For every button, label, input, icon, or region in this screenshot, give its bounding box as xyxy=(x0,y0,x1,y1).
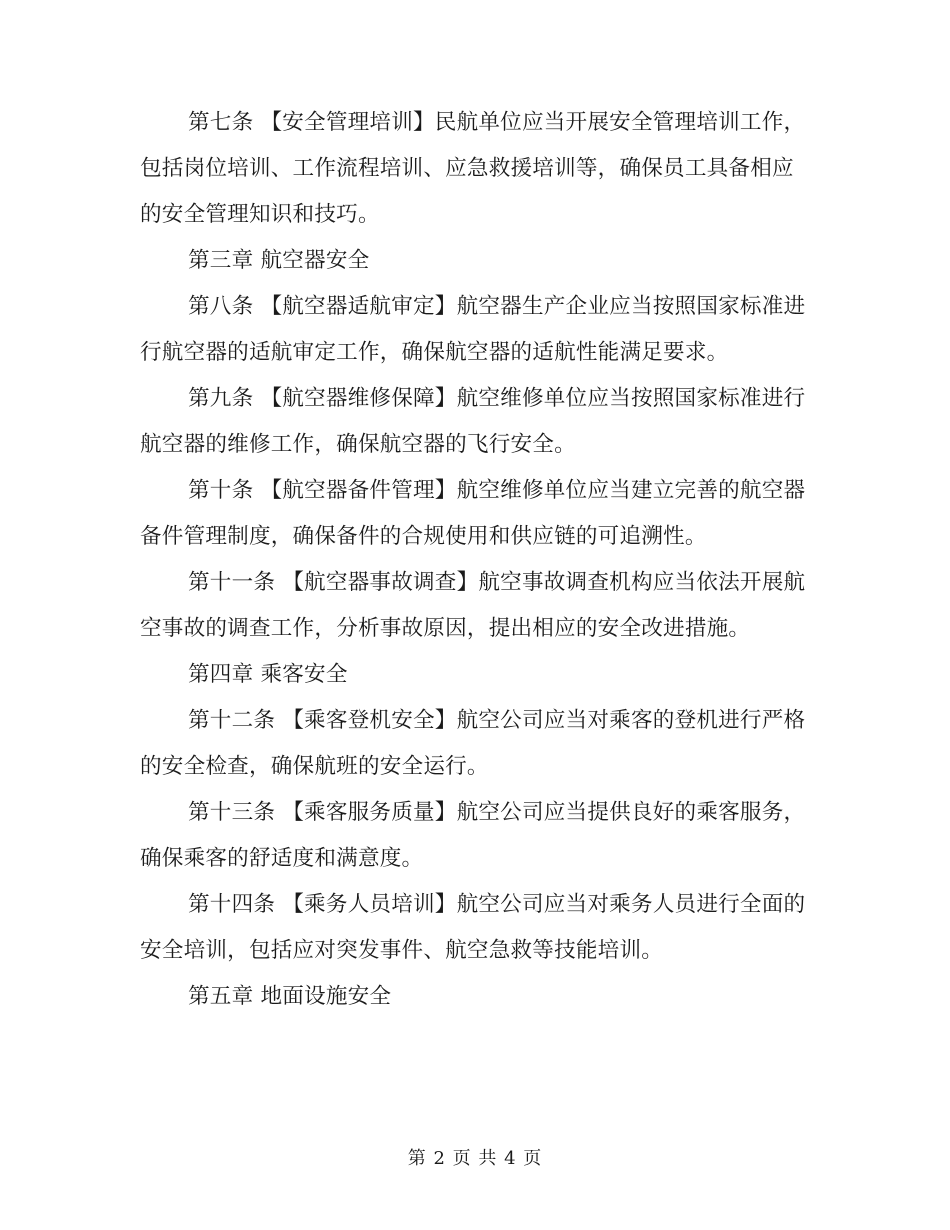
article-10: 第十条 【航空器备件管理】航空维修单位应当建立完善的航空器备件管理制度，确保备件的合规使用和供应链的可追溯性。 xyxy=(140,478,806,549)
article-7: 第七条 【安全管理培训】民航单位应当开展安全管理培训工作，包括岗位培训、工作流程培训、应急救援培训等，确保员工具备相应的安全管理知识和技巧。 xyxy=(140,110,806,227)
article-12: 第十二条 【乘客登机安全】航空公司应当对乘客的登机进行严格的安全检查，确保航班的安全运行。 xyxy=(140,708,806,779)
chapter-3-heading: 第三章 航空器安全 xyxy=(188,248,370,273)
article-14: 第十四条 【乘务人员培训】航空公司应当对乘务人员进行全面的安全培训，包括应对突发事件、航空急救等技能培训。 xyxy=(140,892,806,963)
document-body xyxy=(140,100,810,1020)
article-9: 第九条 【航空器维修保障】航空维修单位应当按照国家标准进行航空器的维修工作，确保航空器的飞行安全。 xyxy=(140,386,806,457)
article-11: 第十一条 【航空器事故调查】航空事故调查机构应当依法开展航空事故的调查工作，分析事故原因，提出相应的安全改进措施。 xyxy=(140,570,806,641)
chapter-4-heading: 第四章 乘客安全 xyxy=(188,662,348,687)
page-number-footer: 第 2 页 共 4 页 xyxy=(407,1148,543,1169)
article-8: 第八条 【航空器适航审定】航空器生产企业应当按照国家标准进行航空器的适航审定工作，确保航空器的适航性能满足要求。 xyxy=(140,294,806,365)
chapter-5-heading: 第五章 地面设施安全 xyxy=(188,984,392,1009)
article-13: 第十三条 【乘客服务质量】航空公司应当提供良好的乘客服务，确保乘客的舒适度和满意度。 xyxy=(140,800,806,871)
